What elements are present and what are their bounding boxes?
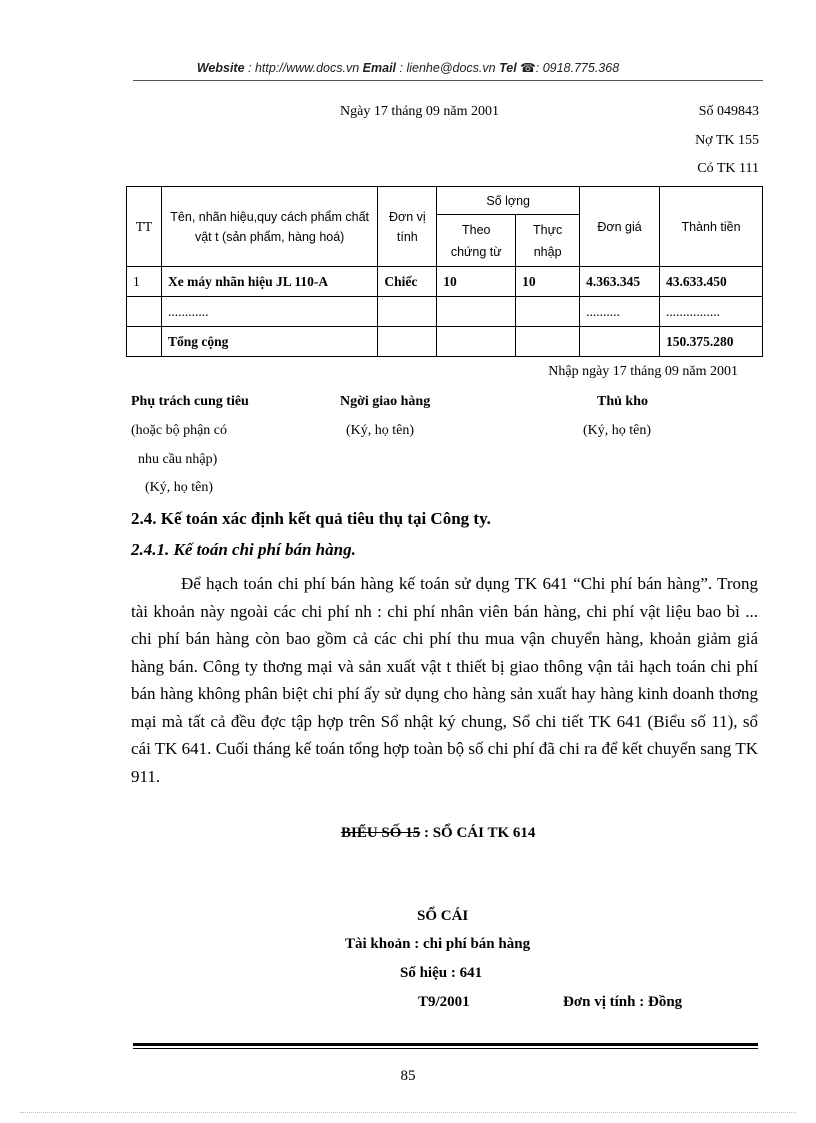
website-value: : http://www.docs.vn <box>248 61 360 75</box>
col-header-qty-doc: Theo chứng từ <box>437 215 516 267</box>
col-header-name: Tên, nhãn hiệu,quy cách phẩm chất vật t (sản phẩm, hàng hoá) <box>161 187 377 267</box>
signer1-title: Phụ trách cung tiêu <box>131 394 249 409</box>
signer3-title: Thủ kho <box>597 394 648 409</box>
tel-value: : 0918.775.368 <box>535 61 620 75</box>
exhibit-strike: BIỂU SỐ 15 <box>341 825 421 841</box>
signer1-line3: nhu cầu nhập) <box>138 452 218 467</box>
signer2-line2: (Ký, họ tên) <box>346 423 415 438</box>
col-header-price: Đơn giá <box>580 187 660 267</box>
ledger-period: T9/2001 <box>418 994 470 1010</box>
row2-amount: ................ <box>660 297 763 327</box>
row1-amount: 43.633.450 <box>660 267 763 297</box>
row1-qty-actual: 10 <box>516 267 580 297</box>
email-label: Email <box>362 61 397 75</box>
page-edge <box>20 1112 796 1113</box>
row2-price: .......... <box>580 297 660 327</box>
footer-divider-thin <box>133 1048 758 1049</box>
section-heading: 2.4. Kế toán xác định kết quả tiêu thụ tại Công ty. <box>131 509 491 528</box>
receipt-credit: Có TK 111 <box>697 161 759 176</box>
receipt-debit: Nợ TK 155 <box>695 133 759 148</box>
row1-tt: 1 <box>127 267 162 297</box>
row1-unit: Chiếc <box>378 267 437 297</box>
header-divider <box>133 80 763 81</box>
row1-qty-doc: 10 <box>437 267 516 297</box>
row2-name: ............ <box>161 297 377 327</box>
body-paragraph: Để hạch toán chi phí bán hàng kế toán sử dụng TK 641 “Chi phí bán hàng”. Trong tài khoản này ngoài các chi phí nh : chi phí nhân viên bán hàng, chi phí vật liệu bao bì ... chi phí bán hàng còn bao gồm cả các chi phí thu mua vận chuyển hàng, khoản giảm giá hàng bán. Công ty thơng mại và sản xuất vật t thiết bị giao thông vận tải hạch toán chi phí bán hàng không phân biệt chi phí ấy sử dụng cho hàng sản xuất hay hàng kinh doanh thơng mại mà tất cả đều đợc tập hợp trên Sổ nhật ký chung, Sổ chi tiết TK 641 (Biểu số 11), sổ cái TK 641. Cuối tháng kế toán tổng hợp toàn bộ số chi phí đã chi ra để kết chuyển sang TK 911. <box>131 574 758 786</box>
page-number: 85 <box>400 1068 416 1084</box>
total-amount: 150.375.280 <box>660 327 763 357</box>
exhibit-title <box>341 825 535 842</box>
row1-name: Xe máy nhãn hiệu JL 110-A <box>161 267 377 297</box>
footer-divider-thick <box>133 1043 758 1046</box>
page-header <box>0 60 816 75</box>
total-label: Tổng cộng <box>161 327 377 357</box>
import-date: Nhập ngày 17 tháng 09 năm 2001 <box>548 364 738 379</box>
section-subheading: 2.4.1. Kế toán chi phí bán hàng. <box>131 540 356 559</box>
signer2-title: Ngời giao hàng <box>340 394 431 409</box>
receipt-table <box>126 186 763 357</box>
signer1-line2: (hoặc bộ phận có <box>131 423 228 438</box>
table-row <box>127 327 763 357</box>
tel-label: Tel <box>499 61 517 75</box>
col-header-qty-actual: Thực nhập <box>516 215 580 267</box>
website-label: Website <box>196 61 245 75</box>
col-header-unit: Đơn vị tính <box>378 187 437 267</box>
col-header-qty: Số lợng <box>437 187 580 215</box>
exhibit-rest: : SỔ CÁI TK 614 <box>423 825 536 841</box>
row1-price: 4.363.345 <box>580 267 660 297</box>
table-row <box>127 267 763 297</box>
col-header-tt: TT <box>127 187 162 267</box>
ledger-account: Tài khoản : chi phí bán hàng <box>345 936 531 952</box>
ledger-title: SỔ CÁI <box>417 908 469 924</box>
receipt-number: Số 049843 <box>698 104 759 119</box>
email-value: : lienhe@docs.vn <box>399 61 496 75</box>
phone-icon: ☎ <box>520 61 536 75</box>
ledger-unit: Đơn vị tính : Đồng <box>563 994 683 1010</box>
ledger-account-number: Số hiệu : 641 <box>400 965 483 981</box>
col-header-amount: Thành tiền <box>660 187 763 267</box>
receipt-date: Ngày 17 tháng 09 năm 2001 <box>340 104 500 119</box>
signer3-line2: (Ký, họ tên) <box>583 423 652 438</box>
signer1-line4: (Ký, họ tên) <box>145 480 214 495</box>
table-row <box>127 297 763 327</box>
